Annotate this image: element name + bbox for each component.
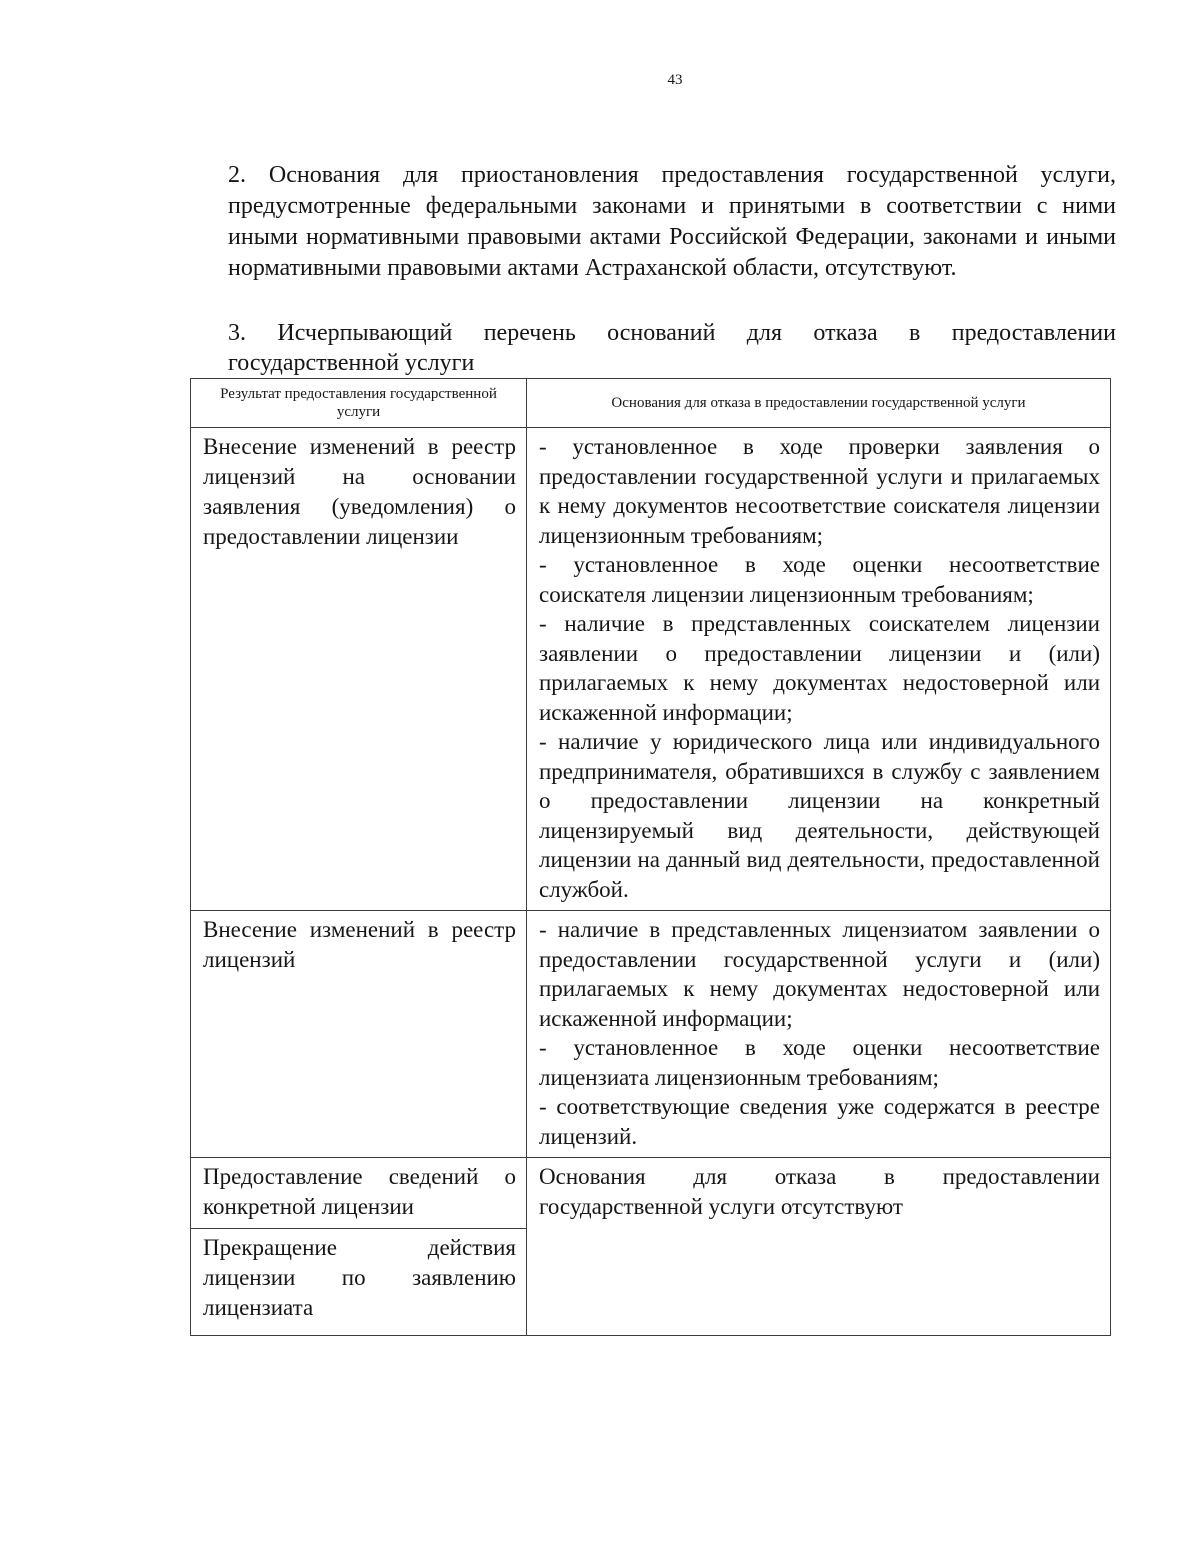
paragraph-suspension-grounds: 2. Основания для приостановления предоставления государственной услуги, предусмотренные федеральными законами и принятыми в соответствии с ними иными нормативными правовыми актами Российской Федерации, законами и иными нормативными правовыми актами Астраханской области, отсутствуют. bbox=[228, 162, 1116, 281]
result-text: Прекращение действия лицензии по заявлению лицензиата bbox=[203, 1235, 516, 1320]
reason-item: - установленное в ходе проверки заявления о предоставлении государственной услуги и прилагаемых к нему документов несоответствие соискателя лицензии лицензионным требованиям; bbox=[539, 434, 1100, 548]
result-text: Предоставление сведений о конкретной лицензии bbox=[203, 1164, 516, 1219]
reason-item: - наличие в представленных соискателем лицензии заявлении о предоставлении лицензии и (или) прилагаемых к нему документах недостоверной или искаженной информации; bbox=[539, 611, 1100, 725]
result-cell bbox=[191, 428, 527, 911]
table-header-row bbox=[191, 379, 1111, 428]
refusal-grounds-table bbox=[190, 378, 1111, 1336]
reason-item: - наличие в представленных лицензиатом заявлении о предоставлении государственной услуги и (или) прилагаемых к нему документах недостоверной или искаженной информации; bbox=[539, 917, 1100, 1031]
result-cell bbox=[191, 1229, 527, 1336]
table-row bbox=[191, 428, 1111, 911]
paragraph-refusal-grounds-heading bbox=[228, 318, 1116, 378]
reasons-cell bbox=[527, 428, 1111, 911]
result-text: Внесение изменений в реестр лицензий на основании заявления (уведомления) о предоставлении лицензии bbox=[203, 434, 516, 549]
reason-item: Основания для отказа в предоставлении государственной услуги отсутствуют bbox=[539, 1164, 1100, 1219]
reasons-cell bbox=[527, 1158, 1111, 1336]
header-reasons: Основания для отказа в предоставлении государственной услуги bbox=[527, 379, 1111, 428]
header-result: Результат предоставления государственной услуги bbox=[191, 379, 527, 428]
table-row bbox=[191, 1158, 1111, 1229]
result-cell bbox=[191, 1158, 527, 1229]
reason-item: - наличие у юридического лица или индивидуального предпринимателя, обратившихся в службу с заявлением о предоставлении лицензии на конкретный лицензируемый вид деятельности, действующей лицензии на данный вид деятельности, предоставленной службой. bbox=[539, 729, 1100, 902]
reason-item: - установленное в ходе оценки несоответствие соискателя лицензии лицензионным требованиям; bbox=[539, 552, 1100, 607]
reasons-cell bbox=[527, 911, 1111, 1158]
heading-line-2: государственной услуги bbox=[228, 350, 475, 376]
result-cell bbox=[191, 911, 527, 1158]
heading-line-1: 3. Исчерпывающий перечень оснований для отказа в предоставлении bbox=[228, 320, 1116, 346]
table-row bbox=[191, 911, 1111, 1158]
page-number: 43 bbox=[667, 72, 683, 88]
reason-item: - соответствующие сведения уже содержатся в реестре лицензий. bbox=[539, 1094, 1100, 1149]
result-text: Внесение изменений в реестр лицензий bbox=[203, 917, 516, 972]
reason-item: - установленное в ходе оценки несоответствие лицензиата лицензионным требованиям; bbox=[539, 1035, 1100, 1090]
